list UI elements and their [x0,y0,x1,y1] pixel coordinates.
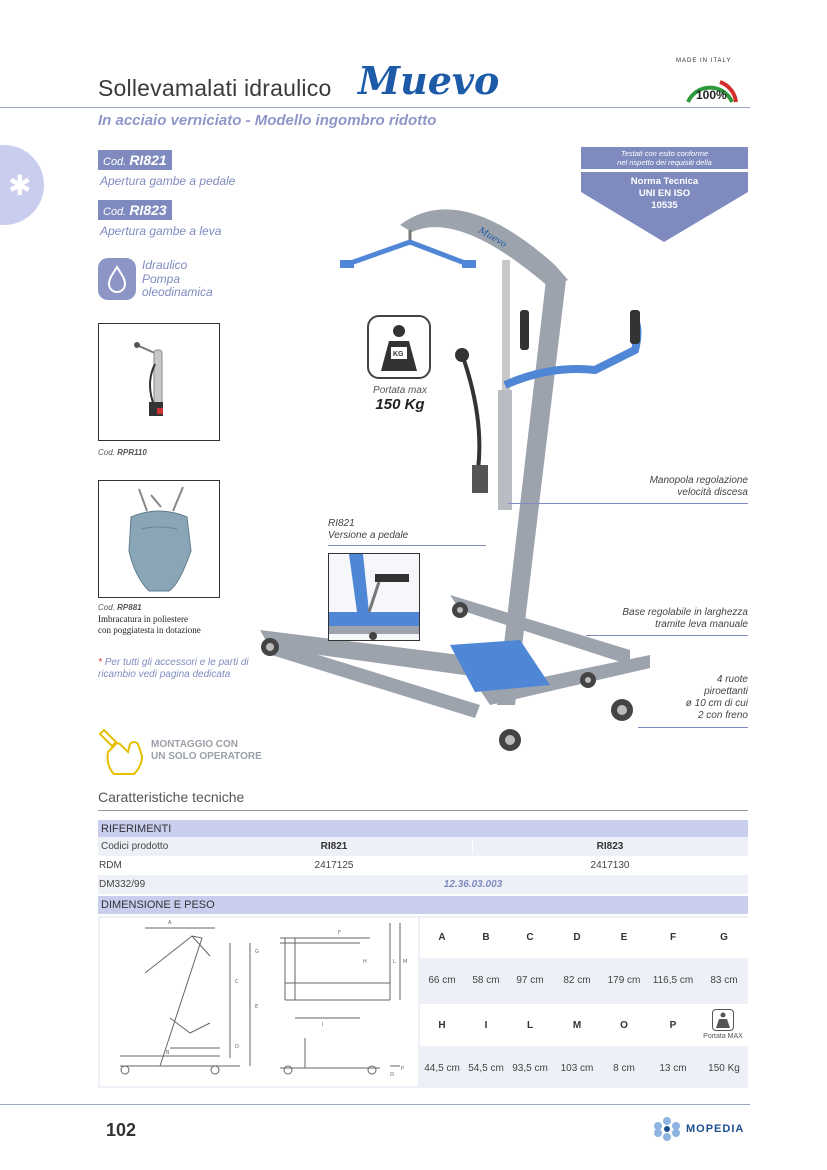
wrench-hand-icon [98,722,148,778]
norm-top-line: Testati con esito conforme [620,149,709,158]
dimension-drawing [100,918,418,1086]
code-prefix: Cod. [103,206,127,218]
dim-value-f: 116,5 cm [652,975,694,986]
callout-line: Manopola regolazione [649,475,748,486]
drawing-label: M [403,959,408,965]
assembly-line: UN SOLO OPERATORE [151,751,262,762]
callout-manopola [590,475,748,499]
callout-line: 4 ruote [716,674,748,685]
drawing-label: D [235,1044,239,1050]
code-ri823-cell: RI823 [596,841,624,852]
dim-head-o: O [620,1020,628,1031]
dim-head-i: I [484,1020,488,1031]
rdm-ri823-cell: 2417130 [590,860,630,871]
callout-base [590,607,748,631]
dm-code-cell: 12.36.03.003 [443,879,503,890]
dim-value-a: 66 cm [428,975,456,986]
code-ri821-desc: Apertura gambe a pedale [100,174,236,188]
dim-head-b: B [482,932,490,943]
pedal-version-inset-image [328,553,420,641]
mopedia-flower-icon [652,1116,682,1142]
dim-head-g: G [720,932,728,943]
rdm-row [98,856,748,875]
mopedia-text: MOPEDIA [686,1123,745,1135]
kg-text: KG [393,351,404,358]
row-label: RDM [99,860,122,871]
callout-ri821 [328,518,408,542]
dim-value-h: 44,5 cm [424,1063,460,1074]
tech-divider [98,810,748,811]
dim-value-m: 103 cm [560,1063,594,1074]
callout-line: ø 10 cm di cui [685,698,748,709]
dim-head-l: L [526,1020,534,1031]
dim-head-e: E [620,932,628,943]
feature-line: oleodinamica [142,285,213,299]
drawing-label: E [255,1004,259,1010]
code-value: RI821 [129,152,167,168]
dm-row [98,875,748,894]
drawing-label: B [166,1050,170,1056]
callout-line: Base regolabile in larghezza [622,607,748,618]
dim-value-o: 8 cm [613,1063,635,1074]
made-in-italy-percent: 100% [696,88,727,102]
accessory-code [98,448,147,457]
footer-divider [0,1104,750,1105]
pump-accessory-image [98,323,220,441]
callout-leader [508,503,748,504]
desc-line: Imbracatura in poliestere [98,614,188,624]
dim-head-p: P [669,1020,677,1031]
column-divider [472,839,473,854]
callout-line: 2 con freno [697,710,748,721]
mopedia-logo [652,1116,752,1142]
note-star: * [98,657,102,668]
sling-accessory-image [98,480,220,598]
assembly-line: MONTAGGIO CON [151,739,239,750]
accessory-code [98,603,142,612]
drawing-label: L [393,959,396,965]
note-text: Per tutti gli accessori e le parti di ricambio vedi pagina dedicata [98,657,249,680]
capacity-value: 150 Kg [375,396,425,413]
dimensions-header: DIMENSIONE E PESO [98,896,748,914]
callout-leader [638,727,748,728]
tech-specs-title: Caratteristiche tecniche [98,789,245,805]
dim-value-l: 93,5 cm [512,1063,548,1074]
norm-test-note [581,147,748,169]
accessory-description [98,614,201,636]
drop-icon [98,258,136,300]
dim-head-c: C [526,932,534,943]
capacity-label: Portata max [373,385,427,396]
svg-text:Muevo: Muevo [476,225,509,251]
row-label: DM332/99 [99,879,146,890]
callout-line: Versione a pedale [328,530,409,541]
dim-head-f: F [669,932,677,943]
dim-head-d: D [573,932,581,943]
made-in-italy-badge [670,58,750,106]
drawing-label: O [390,1072,394,1078]
drawing-label: G [255,949,259,955]
code-ri823-box [98,200,172,220]
dim-value-g: 83 cm [710,975,738,986]
accessories-note [98,657,258,681]
drawing-label: P [401,1066,405,1072]
patient-lift-image [250,170,670,770]
norm-line: Norma Tecnica [630,176,699,187]
page-title: Sollevamalati idraulico [98,75,332,101]
code-ri821-box [98,150,172,170]
code-prefix: Cod. [103,156,127,168]
section-tab [0,145,44,225]
norm-top-line: nel rispetto dei requisiti della [617,158,712,167]
code-ri821-cell: RI821 [320,841,348,852]
product-codes-row [98,837,748,856]
code-value: RI823 [129,202,167,218]
dim-value-p: 13 cm [659,1063,687,1074]
dim-head-h: H [438,1020,446,1031]
callout-line: RI821 [328,518,355,529]
callout-line: piroettanti [704,686,748,697]
page-subtitle: In acciaio verniciato - Modello ingombro ridotto [98,112,437,129]
dim-value-i: 54,5 cm [468,1063,504,1074]
norm-line: 10535 [651,200,678,211]
drawing-label: C [235,979,239,985]
norm-line: UNI EN ISO [638,188,691,199]
made-in-italy-text: MADE IN ITALY [676,58,732,64]
portata-max-label: Portata MAX [703,1033,743,1040]
drawing-label: A [168,920,172,926]
code-value: RPR110 [117,448,147,457]
dimensions-table [420,916,748,1088]
row-label: Codici prodotto [101,841,169,852]
dim-value-b: 58 cm [472,975,500,986]
assembly-note [151,739,262,763]
callout-leader [328,545,486,546]
dim-value-c: 97 cm [516,975,544,986]
weight-capacity-icon [367,315,431,379]
dim-value-portata: 150 Kg [708,1063,740,1074]
feature-text [142,259,213,300]
asterisk-icon: ✱ [8,170,32,201]
callout-line: tramite leva manuale [655,619,748,630]
drawing-label: I [322,1022,324,1028]
code-ri823-desc: Apertura gambe a leva [100,224,222,238]
feature-line: Idraulico [142,258,188,272]
code-prefix: Cod. [98,448,115,457]
feature-line: Pompa [142,271,181,286]
callout-line: velocità discesa [677,487,748,498]
header-divider [0,107,750,108]
brand-logo: Muevo [358,58,500,103]
rdm-ri821-cell: 2417125 [314,860,354,871]
page-number: 102 [106,1120,137,1140]
callout-leader [586,635,748,636]
drawing-label: F [338,930,341,936]
dim-head-m: M [572,1020,582,1031]
dim-value-e: 179 cm [607,975,641,986]
callout-wheels [640,674,748,722]
code-value: RP881 [117,603,142,612]
weight-capacity-icon [712,1009,734,1031]
desc-line: con poggiatesta in dotazione [98,625,201,635]
references-header: RIFERIMENTI [98,820,748,838]
dim-value-d: 82 cm [563,975,591,986]
drawing-label: H [363,959,367,965]
code-prefix: Cod. [98,603,115,612]
dim-head-a: A [438,932,446,943]
